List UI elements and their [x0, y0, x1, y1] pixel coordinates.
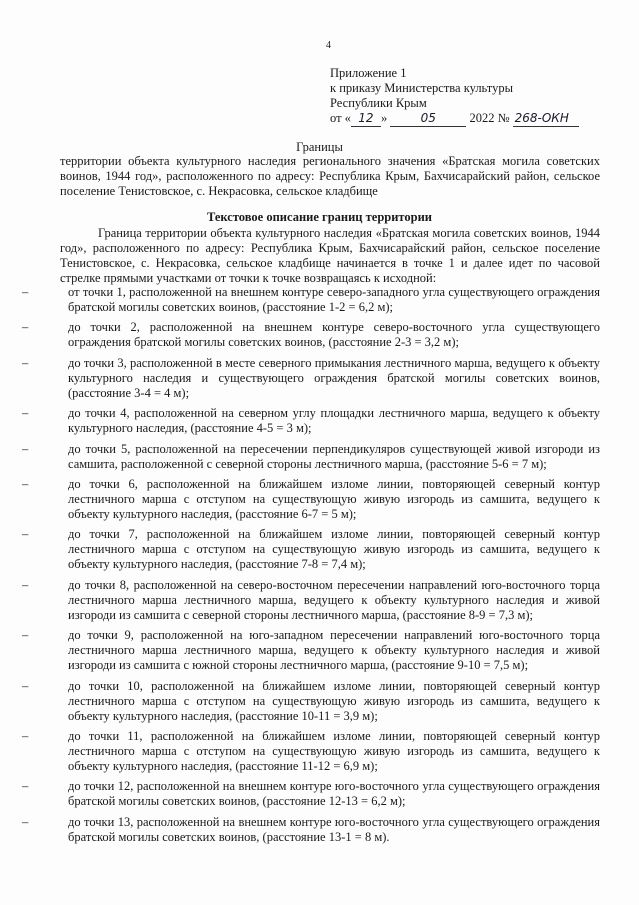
list-item-text: до точки 9, расположенной на юго-западном пересечении направлений юго-восточного торца лестничного марша лестничного марша, ведущего к объекту культурного наследия и живой изгороди из самшита с южной стороны лестничного марша, (расстояние 9-10 = 7,5 м);: [68, 628, 600, 673]
appendix-issuer: Республики Крым: [330, 96, 427, 110]
list-item-text: до точки 6, расположенной на ближайшем изломе линии, повторяющей северный контур лестничного марша с отступом на существующую живую изгородь из самшита, ведущего к объекту культурного наследия, (расстояние 6-7 = 5 м);: [68, 476, 600, 521]
list-item: [0, 578, 639, 623]
list-item: [0, 628, 639, 673]
appendix-date-number: [330, 111, 579, 127]
list-item-text: до точки 12, расположенной на внешнем контуре юго-восточного угла существующего ограждения братской могилы советских воинов, (расстояние 12-13 = 6,2 м);: [68, 779, 600, 809]
list-item-text: до точки 7, расположенной на ближайшем изломе линии, повторяющей северный контур лестничного марша с отступом на существующую живую изгородь из самшита, ведущего к объекту культурного наследия, (расстояние 7-8 = 7,4 м);: [68, 527, 600, 572]
appendix-title: Приложение 1: [330, 66, 407, 80]
appendix-block: [330, 66, 579, 127]
list-dash: –: [22, 476, 29, 491]
list-item-text: от точки 1, расположенной на внешнем контуре северо-западного угла существующего ограждения братской могилы советских воинов, (расстояние 1-2 = 6,2 м);: [68, 285, 600, 314]
date-month-handwritten: 05: [390, 111, 466, 127]
intro-paragraph: Граница территории объекта культурного наследия «Братская могила советских воинов, 1944 год», расположенного по адресу: Республика Крым, Бахчисарайский район, сельское поселение Тенистовское, с. Некрасовка, сельское кладбище начинается в точке 1 и далее идет по часовой стрелке прямыми участками от точки к точке возвращаясь к исходной:: [60, 226, 600, 285]
list-item-text: до точки 3, расположенной в месте северного примыкания лестничного марша, ведущего к объекту культурного наследия и существующего ограждения братской могилы советских воинов, (расстояние 3-4 = 4 м);: [68, 355, 600, 400]
list-item: [0, 527, 639, 572]
list-dash: –: [22, 320, 29, 335]
page-number: 4: [326, 40, 331, 51]
list-dash: –: [22, 406, 29, 421]
list-item-text: до точки 2, расположенной на внешнем контуре северо-восточного угла существующего ограждения братской могилы советских воинов, (расстояние 2-3 = 3,2 м);: [68, 320, 600, 350]
list-dash: –: [22, 678, 29, 693]
list-item-text: до точки 10, расположенной на ближайшем изломе линии, повторяющей северный контур лестничного марша с отступом на существующую живую изгородь из самшита, ведущего к объекту культурного наследия, (расстояние 10-11 = 3,9 м);: [68, 678, 600, 723]
list-dash: –: [22, 814, 29, 829]
list-item-text: до точки 13, расположенной на внешнем контуре юго-восточного угла существующего ограждения братской могилы советских воинов, (расстояние 13-1 = 8 м).: [68, 814, 600, 844]
list-item: [0, 442, 639, 472]
territory-description: территории объекта культурного наследия регионального значения «Братская могила советских воинов, 1944 год», расположенного по адресу: Республика Крым, Бахчисарайский район, сельское поселение Тенистовское, с. Некрасовка, сельское кладбище: [60, 154, 600, 198]
list-item: [0, 477, 639, 522]
section-title: Границы: [296, 140, 343, 154]
list-dash: –: [22, 355, 29, 370]
list-item: [0, 679, 639, 724]
list-dash: –: [22, 441, 29, 456]
list-item-text: до точки 5, расположенной на пересечении перпендикуляров существующей живой изгороди из самшита, расположенной с северной стороны лестничного марша, (расстояние 5-6 = 7 м);: [68, 441, 600, 471]
list-item-text: до точки 11, расположенной на ближайшем изломе линии, повторяющей северный контур лестничного марша с отступом на существующую живую изгородь из самшита, ведущего к объекту культурного наследия, (расстояние 11-12 = 6,9 м);: [68, 728, 600, 773]
list-item: [0, 285, 639, 315]
list-dash: –: [22, 577, 29, 592]
boundary-points-list: [0, 285, 639, 850]
date-year: 2022 №: [469, 111, 510, 125]
list-item: [0, 406, 639, 436]
date-day-handwritten: 12: [351, 111, 381, 127]
list-dash: –: [22, 628, 29, 643]
appendix-order-line: к приказу Министерства культуры: [330, 81, 513, 95]
list-dash: –: [22, 285, 29, 299]
list-item: [0, 729, 639, 774]
list-dash: –: [22, 779, 29, 794]
list-item-text: до точки 4, расположенной на северном углу площадки лестничного марша, ведущего к объекту культурного наследия, (расстояние 4-5 = 3 м);: [68, 406, 600, 436]
list-item: [0, 320, 639, 350]
order-number-handwritten: 268-ОКН: [513, 111, 579, 127]
date-close-quote: »: [380, 111, 388, 125]
list-item: [0, 779, 639, 809]
list-dash: –: [22, 527, 29, 542]
list-item-text: до точки 8, расположенной на северо-восточном пересечении направлений юго-восточного торца лестничного марша лестничного марша, ведущего к объекту культурного наследия и живой изгороди из самшита с северной стороны лестничного марша, (расстояние 8-9 = 7,3 м);: [68, 577, 600, 622]
subheading: Текстовое описание границ территории: [206, 210, 433, 224]
list-dash: –: [22, 728, 29, 743]
list-item: [0, 356, 639, 401]
list-item: [0, 815, 639, 845]
date-prefix: от «: [330, 111, 351, 125]
